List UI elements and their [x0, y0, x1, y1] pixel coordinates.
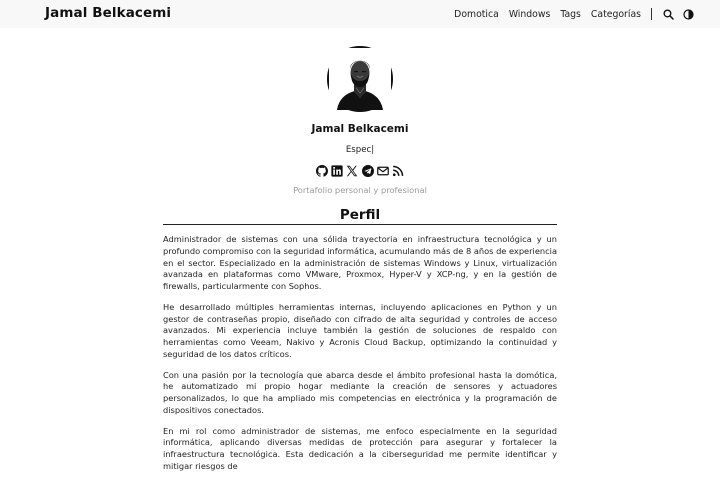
profile-avatar [327, 46, 393, 112]
main-nav [444, 0, 694, 28]
nav-divider [651, 8, 652, 20]
section-title-perfil: Perfil [163, 207, 557, 225]
profile-paragraph: He desarrollado múltiples herramientas internas, incluyendo aplicaciones en Python y un gestor de contraseñas propio, diseñado con cifrado de alta seguridad y controles de acceso avanzados. Mi experiencia incluye también la gestión de soluciones de respaldo con herramientas como Veeam, Nakivo y Acronis Cloud Backup, optimizando la continuidad y seguridad de los datos críticos. [163, 301, 557, 359]
typing-subtitle: Espec| [345, 145, 375, 155]
profile-paragraph: Con una pasión por la tecnología que abarca desde el ámbito profesional hasta la domótica, he automatizado mi propio hogar mediante la creación de sensores y actuadores personalizados, lo que ha ampliado mis competencias en electrónica y la programación de dispositivos conectados. [163, 369, 557, 415]
profile-paragraph: Administrador de sistemas con una sólida trayectoria en infraestructura tecnológica y un profundo compromiso con la seguridad informática, acumulando más de 8 años de experiencia en el sector. Especializado en la administración de sistemas Windows y Linux, virtualización avanzada en plataformas como VMware, Proxmox, Hyper-V y XCP-ng, y en la gestión de firewalls, particularmente con Sophos. [163, 234, 558, 291]
profile-content [163, 234, 557, 482]
profile-paragraph: En mi rol como administrador de sistemas, me enfoco especialmente en la seguridad informática, aplicando diversas medidas de protección para asegurar y fortalecer la infraestructura tecnológica. Esta dedicación a la ciberseguridad me permite identificar y mitigar riesgos de [163, 425, 557, 471]
x-icon[interactable] [346, 165, 358, 177]
nav-link-categorias[interactable]: Categorías [590, 8, 641, 20]
telegram-icon[interactable] [362, 165, 374, 177]
theme-toggle-icon[interactable] [683, 9, 694, 20]
search-icon[interactable] [663, 9, 674, 20]
nav-link-tags[interactable]: Tags [560, 8, 581, 20]
linkedin-icon[interactable] [331, 165, 343, 177]
rss-icon[interactable] [392, 165, 404, 177]
top-navbar [0, 0, 720, 28]
social-links [316, 164, 404, 177]
site-brand[interactable]: Jamal Belkacemi [45, 5, 172, 21]
nav-link-windows[interactable]: Windows [508, 8, 551, 20]
nav-link-domotica[interactable]: Domotica [454, 8, 499, 20]
github-icon[interactable] [316, 165, 328, 177]
profile-tagline: Portafolio personal y profesional [293, 185, 427, 195]
email-icon[interactable] [377, 165, 389, 177]
profile-name: Jamal Belkacemi [311, 123, 409, 135]
